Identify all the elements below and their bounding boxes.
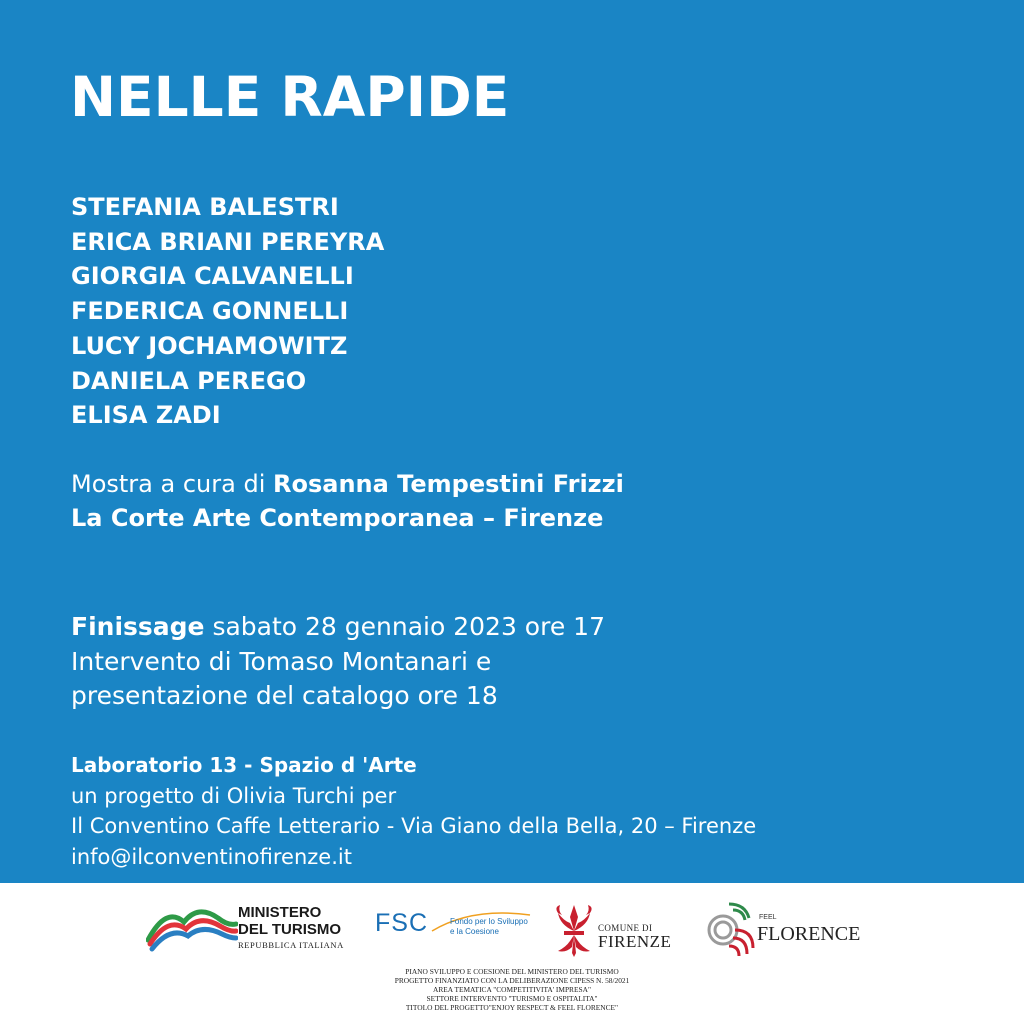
- fsc-subtitle-1: Fondo per lo Sviluppo: [450, 917, 528, 926]
- legal-line: PROGETTO FINANZIATO CON LA DELIBERAZIONE CIPESS N. 58/2021: [394, 976, 630, 985]
- fsc-wordmark: FSC: [375, 909, 428, 937]
- fsc-logo: [372, 901, 532, 951]
- comune-label: COMUNE DI: [598, 923, 653, 933]
- artist-name: GIORGIA CALVANELLI: [71, 262, 354, 291]
- gallery-name: La Corte Arte Contemporanea – Firenze: [71, 504, 604, 532]
- sponsor-footer: [0, 883, 1024, 1024]
- catalog-presentation: presentazione del catalogo: [71, 681, 410, 710]
- firenze-label: FIRENZE: [598, 932, 672, 951]
- legal-line: AREA TEMATICA "COMPETITIVITA' IMPRESA": [433, 985, 591, 994]
- artist-name: DANIELA PEREGO: [71, 366, 307, 395]
- talk-line: Intervento di Tomaso Montanari e: [71, 646, 492, 676]
- legal-line: TITOLO DEL PROGETTO"ENJOY RESPECT & FEEL FLORENCE": [405, 1003, 619, 1012]
- feel-florence-emblem-icon: [705, 900, 757, 958]
- venue-name: Laboratorio 13 - Spazio d 'Arte: [71, 753, 417, 777]
- mountains-icon: [146, 896, 238, 958]
- project-line: un progetto di Olivia Turchi per: [71, 783, 397, 808]
- venue-address: Il Conventino Caffe Letterario - Via Giano della Bella, 20 – Firenze: [71, 814, 757, 838]
- curator-prefix: Mostra a cura di: [71, 470, 266, 498]
- curator-name: Rosanna Tempestini Frizzi: [273, 470, 624, 498]
- feel-florence-logo: [705, 900, 870, 960]
- artist-name: FEDERICA GONNELLI: [71, 297, 349, 326]
- artist-name: STEFANIA BALESTRI: [71, 193, 339, 221]
- venue-block: [71, 750, 756, 872]
- event-details: [71, 610, 605, 714]
- artist-list: [71, 190, 384, 433]
- catalog-time: ore 18: [417, 681, 498, 710]
- ministero-line1: MINISTERO: [238, 904, 322, 921]
- contact-email: info@ilconventinofirenze.it: [71, 844, 352, 869]
- legal-line: PIANO SVILUPPO E COESIONE DEL MINISTERO DEL TURISMO: [405, 967, 619, 976]
- florence-lily-icon: [552, 901, 596, 959]
- artist-name: ELISA ZADI: [71, 401, 221, 430]
- ministero-line3: REPUBBLICA ITALIANA: [238, 940, 344, 950]
- feel-label: FEEL: [759, 914, 777, 921]
- legal-line: SETTORE INTERVENTO "TURISMO E OSPITALITA": [426, 994, 598, 1003]
- curator-block: [71, 467, 624, 535]
- finissage-label: Finissage: [71, 612, 205, 641]
- finissage-datetime: sabato 28 gennaio 2023 ore 17: [212, 612, 605, 641]
- fsc-subtitle-2: e la Coesione: [450, 927, 499, 936]
- florence-label: FLORENCE: [757, 923, 861, 945]
- funding-notice: [0, 967, 1024, 1012]
- artist-name: ERICA BRIANI PEREYRA: [71, 227, 385, 256]
- ministero-turismo-logo: [146, 896, 361, 958]
- comune-firenze-logo: [552, 901, 682, 961]
- artist-name: LUCY JOCHAMOWITZ: [71, 331, 348, 360]
- ministero-line2: DEL TURISMO: [238, 921, 342, 938]
- exhibition-title: NELLE RAPIDE: [70, 65, 510, 129]
